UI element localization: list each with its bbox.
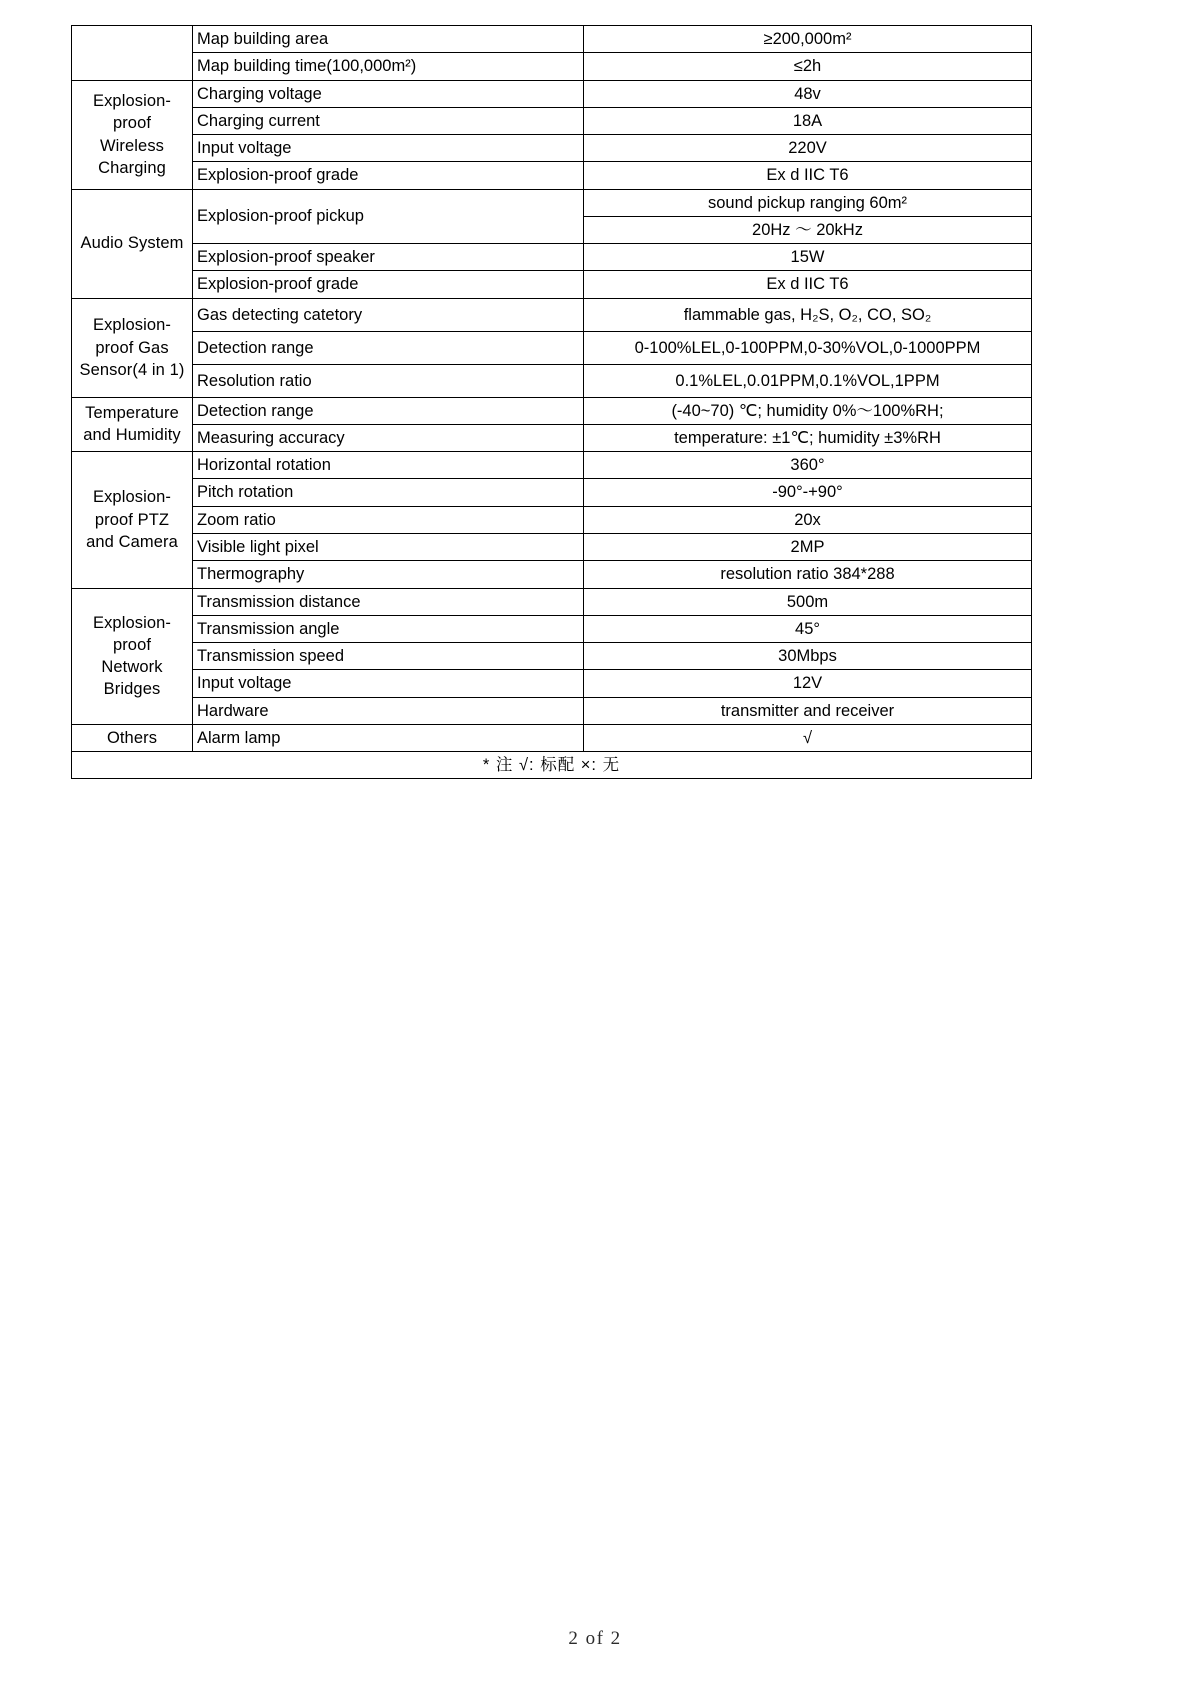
item-value: -90°-+90° bbox=[584, 479, 1032, 506]
item-label: Gas detecting catetory bbox=[193, 298, 584, 331]
table-row bbox=[72, 107, 1032, 134]
item-label: Detection range bbox=[193, 397, 584, 424]
group-label-cell-temperature-humidity bbox=[72, 397, 193, 452]
item-value: flammable gas, H₂S, O₂, CO, SO₂ bbox=[584, 298, 1032, 331]
item-value: 18A bbox=[584, 107, 1032, 134]
group-label-line: proof PTZ bbox=[94, 510, 170, 529]
table-row bbox=[72, 244, 1032, 271]
item-value: 220V bbox=[584, 135, 1032, 162]
group-label-line: and Humidity bbox=[83, 426, 181, 445]
table-row bbox=[72, 298, 1032, 331]
item-label: Charging current bbox=[193, 107, 584, 134]
table-row bbox=[72, 364, 1032, 397]
item-value: ≤2h bbox=[584, 53, 1032, 80]
group-label-cell-ptz-camera bbox=[72, 452, 193, 588]
table-row bbox=[72, 162, 1032, 189]
item-label: Pitch rotation bbox=[193, 479, 584, 506]
item-label: Detection range bbox=[193, 331, 584, 364]
item-value: Ex d IIC T6 bbox=[584, 162, 1032, 189]
group-label-line: Sensor(4 in 1) bbox=[79, 360, 185, 379]
item-value: 0-100%LEL,0-100PPM,0-30%VOL,0-1000PPM bbox=[584, 331, 1032, 364]
item-label: Explosion-proof grade bbox=[193, 271, 584, 298]
item-label: Visible light pixel bbox=[193, 533, 584, 560]
item-value: 0.1%LEL,0.01PPM,0.1%VOL,1PPM bbox=[584, 364, 1032, 397]
item-label: Input voltage bbox=[193, 670, 584, 697]
group-label-line: Bridges bbox=[103, 680, 161, 699]
group-label-line: proof bbox=[112, 635, 152, 654]
item-label: Charging voltage bbox=[193, 80, 584, 107]
item-value: (-40~70) ℃; humidity 0%～100%RH; bbox=[584, 397, 1032, 424]
table-row bbox=[72, 506, 1032, 533]
page-footer bbox=[0, 1628, 1190, 1650]
table-row bbox=[72, 26, 1032, 53]
table-row bbox=[72, 561, 1032, 588]
group-label-line: Explosion- bbox=[92, 488, 172, 507]
table-row bbox=[72, 135, 1032, 162]
table-row bbox=[72, 424, 1032, 451]
item-value: Ex d IIC T6 bbox=[584, 271, 1032, 298]
group-label-line: Audio System bbox=[80, 234, 184, 253]
item-label: Explosion-proof speaker bbox=[193, 244, 584, 271]
table-row bbox=[72, 697, 1032, 724]
table-row bbox=[72, 271, 1032, 298]
item-value: 20Hz ～ 20kHz bbox=[584, 216, 1032, 243]
group-label-line: Network bbox=[101, 658, 163, 677]
item-label: Resolution ratio bbox=[193, 364, 584, 397]
table-row bbox=[72, 80, 1032, 107]
item-label: Explosion-proof grade bbox=[193, 162, 584, 189]
item-value: resolution ratio 384*288 bbox=[584, 561, 1032, 588]
table-row bbox=[72, 479, 1032, 506]
item-value: √ bbox=[584, 724, 1032, 751]
item-label: Measuring accuracy bbox=[193, 424, 584, 451]
item-label: Explosion-proof pickup bbox=[193, 189, 584, 244]
group-label-line: Wireless bbox=[99, 136, 165, 155]
item-value: 500m bbox=[584, 588, 1032, 615]
table-footnote: * 注 √: 标配 ×: 无 bbox=[72, 752, 1032, 779]
item-value: sound pickup ranging 60m² bbox=[584, 189, 1032, 216]
group-label-cell-gas-sensor bbox=[72, 298, 193, 397]
table-row bbox=[72, 331, 1032, 364]
item-value: 2MP bbox=[584, 533, 1032, 560]
item-label: Transmission speed bbox=[193, 643, 584, 670]
table-row bbox=[72, 670, 1032, 697]
specification-table bbox=[71, 25, 1032, 779]
item-value: 45° bbox=[584, 615, 1032, 642]
table-row bbox=[72, 615, 1032, 642]
item-label: Zoom ratio bbox=[193, 506, 584, 533]
group-label-cell-wireless-charging bbox=[72, 80, 193, 189]
table-row bbox=[72, 588, 1032, 615]
group-label-cell-others bbox=[72, 724, 193, 751]
table-row bbox=[72, 53, 1032, 80]
group-label-line: proof bbox=[112, 114, 152, 133]
item-label: Transmission angle bbox=[193, 615, 584, 642]
group-label-line: Temperature bbox=[85, 404, 179, 423]
item-label: Thermography bbox=[193, 561, 584, 588]
group-label-line: and Camera bbox=[86, 532, 178, 551]
item-value: transmitter and receiver bbox=[584, 697, 1032, 724]
item-value: 360° bbox=[584, 452, 1032, 479]
table-row bbox=[72, 533, 1032, 560]
item-label: Input voltage bbox=[193, 135, 584, 162]
table-footnote-row bbox=[72, 752, 1032, 779]
item-label: Hardware bbox=[193, 697, 584, 724]
table-row bbox=[72, 397, 1032, 424]
specification-table-container bbox=[71, 25, 1031, 779]
item-value: 30Mbps bbox=[584, 643, 1032, 670]
table-row bbox=[72, 189, 1032, 216]
table-row bbox=[72, 452, 1032, 479]
group-label-cell-audio-system bbox=[72, 189, 193, 298]
group-label-line: Charging bbox=[98, 158, 166, 177]
item-value: 48v bbox=[584, 80, 1032, 107]
group-label-cell-network-bridges bbox=[72, 588, 193, 724]
item-value: 12V bbox=[584, 670, 1032, 697]
group-label-cell-continuation bbox=[72, 26, 193, 81]
item-value: temperature: ±1℃; humidity ±3%RH bbox=[584, 424, 1032, 451]
table-row bbox=[72, 643, 1032, 670]
group-label-line: Explosion- bbox=[92, 613, 172, 632]
item-label: Transmission distance bbox=[193, 588, 584, 615]
group-label-line: Others bbox=[106, 728, 158, 747]
item-label: Horizontal rotation bbox=[193, 452, 584, 479]
item-value: 15W bbox=[584, 244, 1032, 271]
table-row bbox=[72, 724, 1032, 751]
item-label: Map building time(100,000m²) bbox=[193, 53, 584, 80]
page-number-label: 2 of 2 bbox=[568, 1628, 622, 1649]
item-label: Map building area bbox=[193, 26, 584, 53]
group-label-line: Explosion- bbox=[92, 92, 172, 111]
item-value: ≥200,000m² bbox=[584, 26, 1032, 53]
item-value: 20x bbox=[584, 506, 1032, 533]
group-label-line: Explosion- bbox=[92, 316, 172, 335]
group-label-line: proof Gas bbox=[95, 338, 169, 357]
item-label: Alarm lamp bbox=[193, 724, 584, 751]
